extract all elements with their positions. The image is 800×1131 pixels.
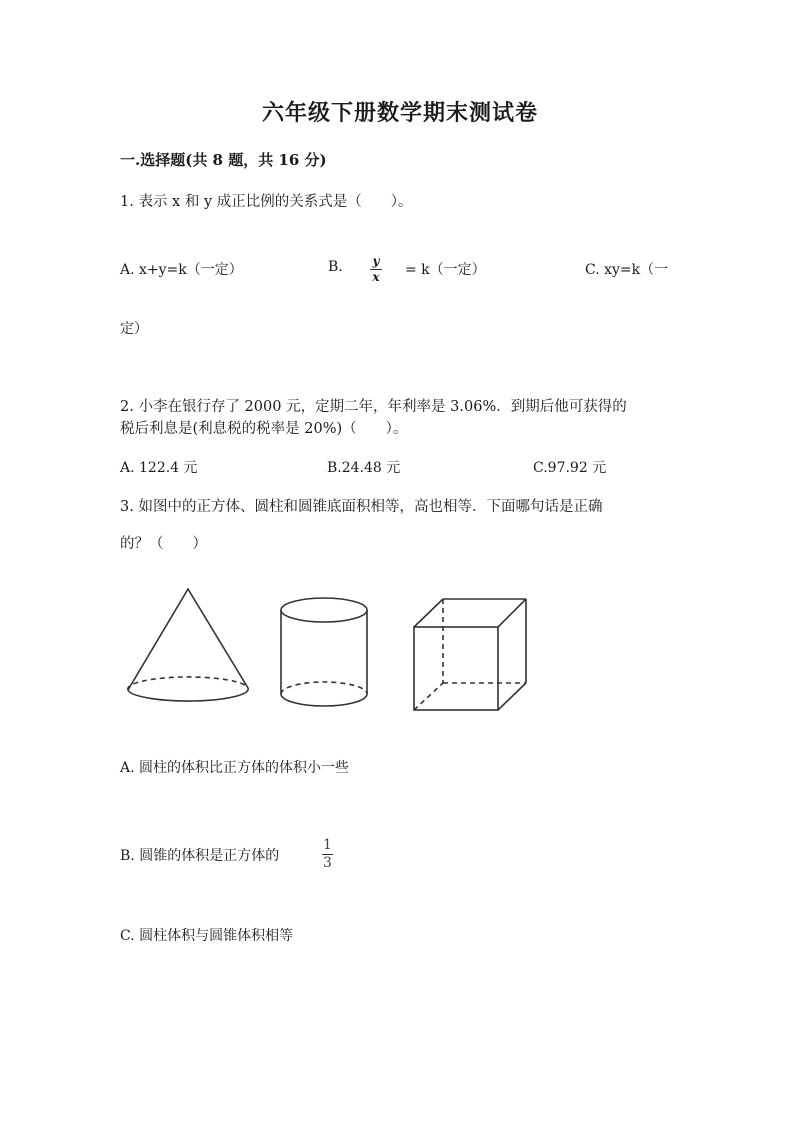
question-3-line-1: 3. 如图中的正方体、圆柱和圆锥底面积相等，高也相等．下面哪句话是正确 <box>120 499 603 515</box>
question-2-option-a: A. 122.4 元 <box>120 460 198 476</box>
fraction-denominator: 3 <box>323 855 332 871</box>
cone-figure <box>128 589 248 701</box>
question-2-option-b: B.24.48 元 <box>327 460 401 476</box>
question-1-option-a: A. x+y=k（一定） <box>120 262 243 278</box>
fraction-numerator: 1 <box>323 837 332 853</box>
fraction-denominator: x <box>372 270 380 284</box>
question-1-option-c: C. xy=k（一 <box>585 262 669 278</box>
question-3-line-2: 的？（ ） <box>120 536 207 552</box>
question-2-line-2: 税后利息是(利息税的税率是 20%)（ ）。 <box>120 421 408 437</box>
page-title: 六年级下册数学期末测试卷 <box>261 100 538 126</box>
question-2-line-1: 2. 小李在银行存了 2000 元，定期二年，年利率是 3.06%．到期后他可获得的 <box>120 399 627 415</box>
section-heading: 一.选择题(共 8 题，共 16 分) <box>120 151 327 169</box>
cube-figure <box>414 599 526 710</box>
question-1-option-b-text: = k（一定） <box>405 262 486 278</box>
question-3-option-c: C. 圆柱体积与圆锥体积相等 <box>120 928 294 944</box>
question-3-option-b: B. 圆锥的体积是正方体的 <box>120 848 280 864</box>
question-1-option-b-label: B. <box>328 259 343 275</box>
question-1-option-c-wrap: 定） <box>120 321 148 337</box>
cylinder-figure <box>281 598 367 706</box>
question-3-option-a: A. 圆柱的体积比正方体的体积小一些 <box>120 760 350 776</box>
question-1-option-b-fraction <box>370 255 382 284</box>
question-1-stem: 1. 表示 x 和 y 成正比例的关系式是（ ）。 <box>120 194 413 210</box>
fraction-numerator: y <box>372 254 380 268</box>
question-2-option-c: C.97.92 元 <box>533 460 607 476</box>
question-3-option-b-fraction <box>322 838 333 871</box>
solids-figure <box>120 580 540 720</box>
